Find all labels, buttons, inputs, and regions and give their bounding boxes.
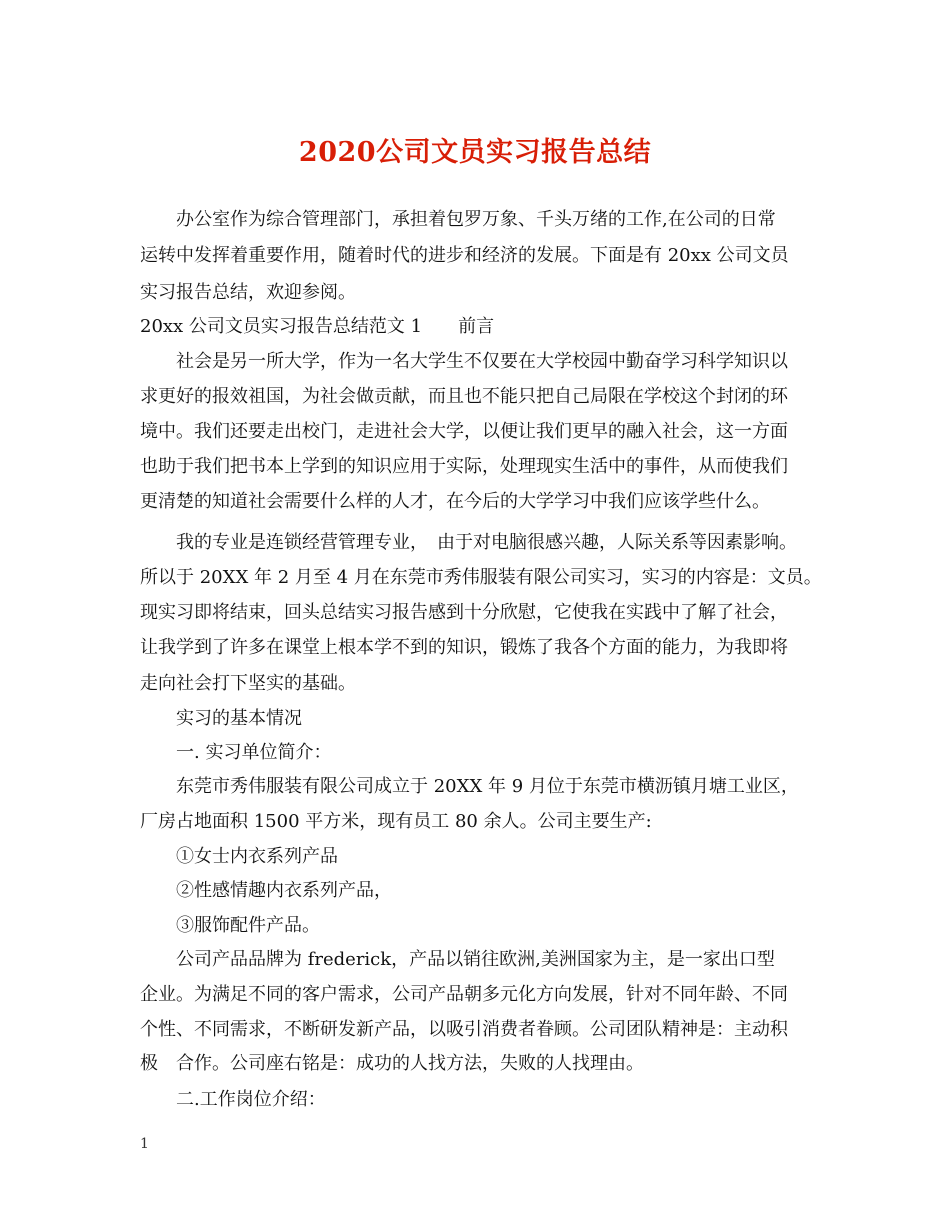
paragraph-line: 厂房占地面积 1500 平方米，现有员工 80 余人。公司主要生产: [140,811,652,832]
section-heading: 二.工作岗位介绍： [176,1089,326,1110]
paragraph-line: 也助于我们把书本上学到的知识应用于实际，处理现实生活中的事件，从而使我们 [140,456,788,477]
paragraph-line: 东莞市秀伟服装有限公司成立于 20XX 年 9 月位于东莞市横沥镇月塘工业区， [176,776,799,797]
paragraph-line: 走向社会打下坚实的基础。 [140,673,356,694]
paragraph-line: 办公室作为综合管理部门，承担着包罗万象、千头万绪的工作,在公司的日常 [176,209,776,230]
paragraph-line: 公司产品品牌为 frederick，产品以销往欧洲,美洲国家为主，是一家出口型 [176,949,775,970]
paragraph-line: 企业。为满足不同的客户需求，公司产品朝多元化方向发展，针对不同年龄、不同 [140,984,788,1005]
section-heading: 一. 实习单位简介： [176,742,332,763]
paragraph-line: 运转中发挥着重要作用，随着时代的进步和经济的发展。下面是有 20xx 公司文员 [140,245,789,266]
paragraph-line: 我的专业是连锁经营管理专业， 由于对电脑很感兴趣，人际关系等因素影响。 [176,532,797,553]
paragraph-line: 境中。我们还要走出校门，走进社会大学，以便让我们更早的融入社会，这一方面 [140,421,788,442]
paragraph-line: 求更好的报效祖国，为社会做贡献，而且也不能只把自己局限在学校这个封闭的环 [140,386,788,407]
list-item: ②性感情趣内衣系列产品， [176,880,392,901]
paragraph-line: 更清楚的知道社会需要什么样的人才，在今后的大学学习中我们应该学些什么。 [140,491,770,512]
page-number: 1 [140,1136,149,1152]
paragraph-line: 社会是另一所大学，作为一名大学生不仅要在大学校园中勤奋学习科学知识以 [176,351,788,372]
paragraph-line: 所以于 20XX 年 2 月至 4 月在东莞市秀伟服装有限公司实习，实习的内容是：文员。 [140,567,822,588]
paragraph-line: 让我学到了许多在课堂上根本学不到的知识，锻炼了我各个方面的能力，为我即将 [140,637,788,658]
section-heading: 实习的基本情况 [176,708,302,729]
paragraph-line: 个性、不同需求，不断研发新产品，以吸引消费者眷顾。公司团队精神是：主动积 [140,1019,788,1040]
paragraph-line: 现实习即将结束，回头总结实习报告感到十分欣慰，它使我在实践中了解了社会， [140,602,788,623]
paragraph-line: 实习报告总结，欢迎参阅。 [140,282,356,303]
section-heading: 20xx 公司文员实习报告总结范文 1 前言 [140,316,495,337]
list-item: ①女士内衣系列产品 [176,846,338,867]
paragraph-line: 极 合作。公司座右铭是：成功的人找方法，失败的人找理由。 [140,1053,644,1074]
document-title: 2020公司文员实习报告总结 [298,137,652,168]
list-item: ③服饰配件产品。 [176,915,320,936]
